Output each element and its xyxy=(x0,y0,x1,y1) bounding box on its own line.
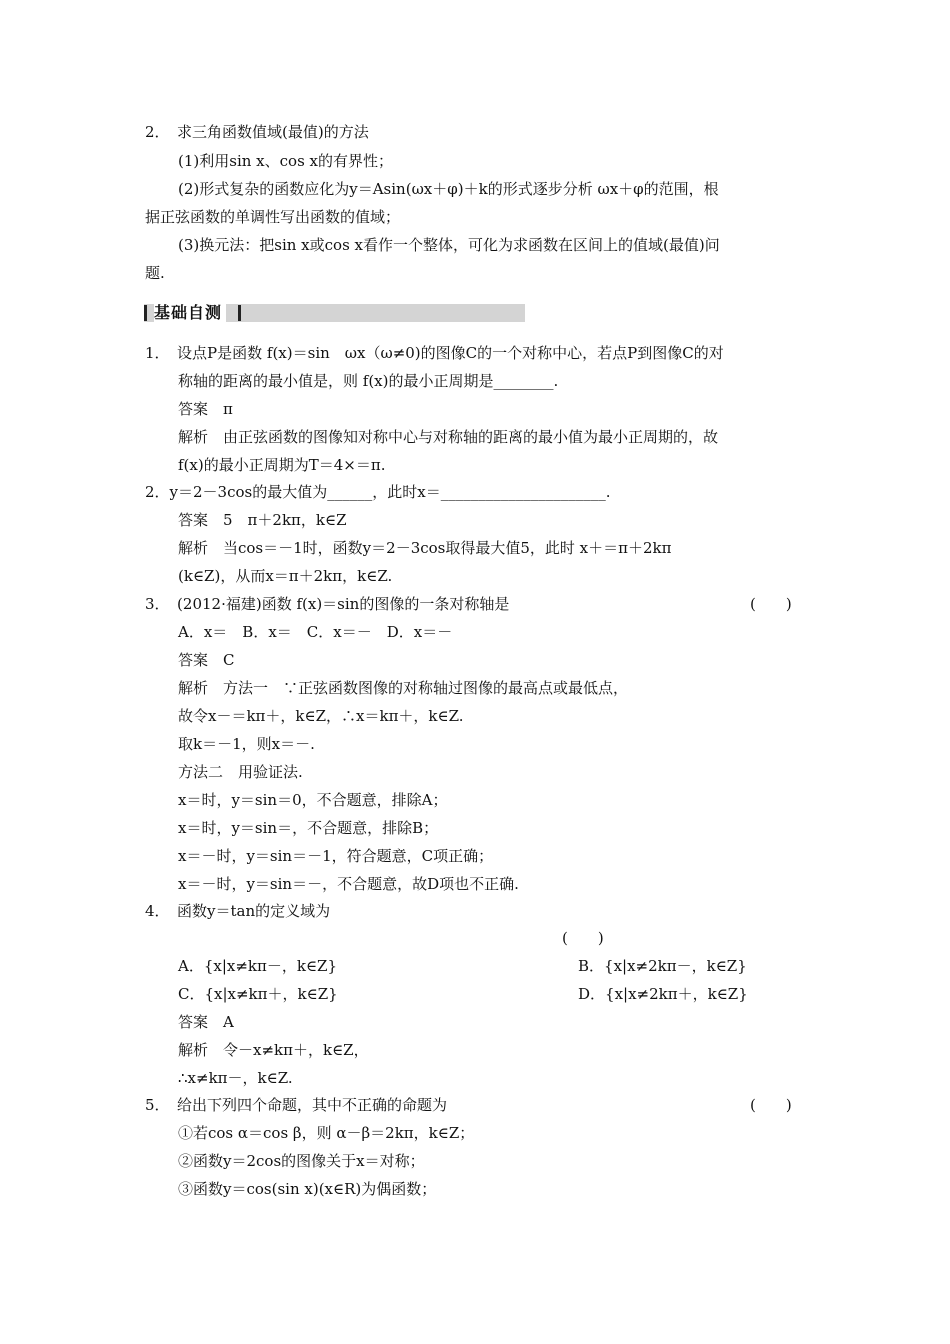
method-heading: 2． 求三角函数值域(最值)的方法 xyxy=(145,123,369,141)
q5-proposition-2: ②函数y＝2cos的图像关于x＝对称； xyxy=(178,1152,425,1170)
q1-analysis-line-2: f(x)的最小正周期为T＝4×＝π. xyxy=(178,456,386,474)
method-item-3-line-1: (3)换元法：把sin x或cos x看作一个整体，可化为求函数在区间上的值域(最值)问 xyxy=(178,236,720,254)
q2-analysis-line-1: 解析 当cos＝－1时，函数y＝2－3cos取得最大值5，此时 x＋＝π＋2kπ xyxy=(178,539,672,557)
method-item-1: (1)利用sin x、cos x的有界性； xyxy=(178,152,393,170)
q3-answer: 答案 C xyxy=(178,651,235,669)
q3-analysis-line-4: 方法二 用验证法. xyxy=(178,763,303,781)
q4-answer: 答案 A xyxy=(178,1013,234,1031)
q4-answer-paren: ( ) xyxy=(562,929,604,947)
method-item-2-line-1: (2)形式复杂的函数应化为y＝Asin(ωx＋φ)＋k的形式逐步分析 ωx＋φ的范围，根 xyxy=(178,180,719,198)
q2-analysis-line-2: (k∈Z)，从而x＝π＋2kπ，k∈Z. xyxy=(178,567,393,585)
q5-proposition-1: ①若cos α＝cos β，则 α－β＝2kπ，k∈Z； xyxy=(178,1124,475,1142)
q5-proposition-3: ③函数y＝cos(sin x)(x∈R)为偶函数； xyxy=(178,1180,437,1198)
q2-answer: 答案 5 π＋2kπ，k∈Z xyxy=(178,511,347,529)
q3-options: A．x＝ B．x＝ C．x＝－ D．x＝－ xyxy=(178,623,453,641)
q4-stem: 4． 函数y＝tan的定义域为 xyxy=(145,902,331,920)
q3-analysis-line-6: x＝时，y＝sin＝，不合题意，排除B； xyxy=(178,819,439,837)
q1-stem-line-1: 1． 设点P是函数 f(x)＝sin ωx（ω≠0)的图像C的一个对称中心，若点P到图像C的对 xyxy=(145,344,724,362)
q5-stem: 5． 给出下列四个命题，其中不正确的命题为 xyxy=(145,1096,448,1114)
q1-analysis-line-1: 解析 由正弦函数的图像知对称中心与对称轴的距离的最小值为最小正周期的，故 xyxy=(178,428,719,446)
q4-option-d: D．{x|x≠2kπ＋，k∈Z} xyxy=(578,985,748,1003)
q4-option-c: C．{x|x≠kπ＋，k∈Z} xyxy=(178,985,338,1003)
q4-option-a: A．{x|x≠kπ－，k∈Z} xyxy=(178,957,338,975)
q3-analysis-line-5: x＝时，y＝sin＝0，不合题意，排除A； xyxy=(178,791,448,809)
section-title: 基础自测 xyxy=(154,303,226,323)
q4-analysis-line-2: ∴x≠kπ－，k∈Z. xyxy=(178,1069,293,1087)
section-header xyxy=(144,303,525,323)
q2-stem: 2．y＝2－3cos的最大值为______，此时x＝______________________. xyxy=(145,483,611,501)
q1-answer: 答案 π xyxy=(178,400,233,418)
q4-analysis-line-1: 解析 令－x≠kπ＋，k∈Z， xyxy=(178,1041,369,1059)
q5-answer-paren: ( ) xyxy=(750,1096,792,1114)
method-item-3-line-2: 题. xyxy=(145,264,165,282)
q3-analysis-line-1: 解析 方法一 ∵正弦函数图像的对称轴过图像的最高点或最低点， xyxy=(178,679,629,697)
q3-analysis-line-2: 故令x－＝kπ＋，k∈Z，∴x＝kπ＋，k∈Z. xyxy=(178,707,464,725)
method-item-2-line-2: 据正弦函数的单调性写出函数的值域； xyxy=(145,208,401,226)
q4-option-b: B．{x|x≠2kπ－，k∈Z} xyxy=(578,957,747,975)
q3-analysis-line-8: x＝－时，y＝sin＝－，不合题意，故D项也不正确. xyxy=(178,875,519,893)
q3-stem: 3． (2012·福建)函数 f(x)＝sin的图像的一条对称轴是 xyxy=(145,595,510,613)
q3-analysis-line-3: 取k＝－1，则x＝－. xyxy=(178,735,315,753)
section-header-left-edge xyxy=(144,305,147,321)
section-header-divider xyxy=(238,305,241,321)
q1-stem-line-2: 称轴的距离的最小值是，则 f(x)的最小正周期是________. xyxy=(178,372,559,390)
q3-analysis-line-7: x＝－时，y＝sin＝－1，符合题意，C项正确； xyxy=(178,847,494,865)
q3-answer-paren: ( ) xyxy=(750,595,792,613)
